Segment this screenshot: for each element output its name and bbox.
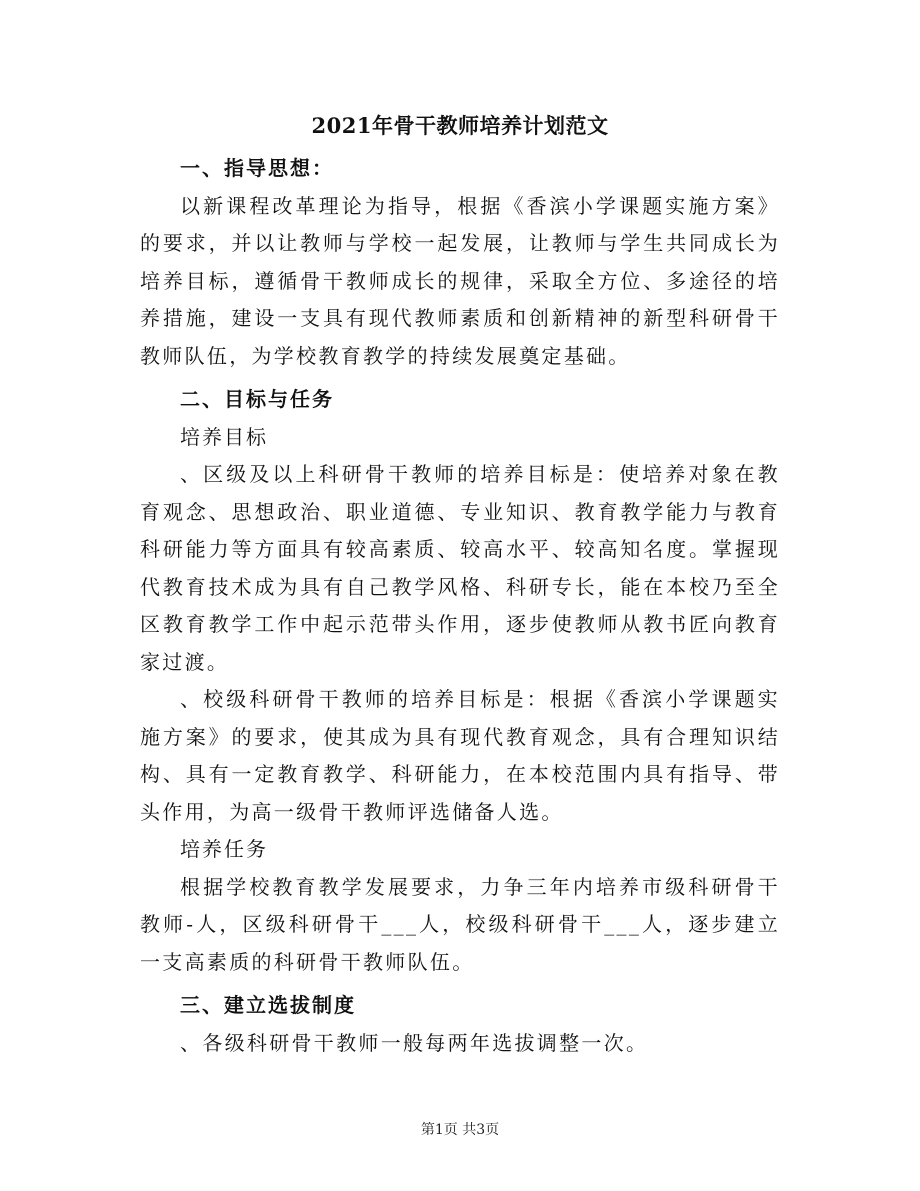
document-body (140, 150, 780, 1062)
subheading-training-goals: 培养目标 (180, 424, 268, 449)
paragraph-training-tasks: 根据学校教育教学发展要求，力争三年内培养市级科研骨干教师-人，区级科研骨干___人，校级科研骨干___人，逐步建立一支高素质的科研骨干教师队伍。 (140, 874, 780, 974)
paragraph-guiding-thought: 以新课程改革理论为指导，根据《香滨小学课题实施方案》的要求，并以让教师与学校一起发展，让教师与学生共同成长为培养目标，遵循骨干教师成长的规律，采取全方位、多途径的培养措施，建设一支具有现代教师素质和创新精神的新型科研骨干教师队伍，为学校教育教学的持续发展奠定基础。 (140, 193, 780, 368)
section-heading-goals-tasks: 二、目标与任务 (180, 387, 334, 411)
page-footer: 第1页 共3页 (420, 1122, 500, 1138)
document-title: 2021年骨干教师培养计划范文 (311, 113, 609, 138)
section-heading-guiding-thought: 一、指导思想： (180, 156, 334, 180)
paragraph-selection-frequency: 、各级科研骨干教师一般每两年选拔调整一次。 (180, 1030, 649, 1055)
section-heading-selection-system: 三、建立选拔制度 (180, 993, 356, 1017)
subheading-training-tasks: 培养任务 (180, 837, 268, 861)
paragraph-district-goals: 、区级及以上科研骨干教师的培养目标是：使培养对象在教育观念、思想政治、职业道德、专业知识、教育教学能力与教育科研能力等方面具有较高素质、较高水平、较高知名度。掌握现代教育技术成为具有自己教学风格、科研专长，能在本校乃至全区教育教学工作中起示范带头作用，逐步使教师从教书匠向教育家过渡。 (140, 462, 780, 674)
paragraph-school-goals: 、校级科研骨干教师的培养目标是：根据《香滨小学课题实施方案》的要求，使其成为具有现代教育观念，具有合理知识结构、具有一定教育教学、科研能力，在本校范围内具有指导、带头作用，为高一级骨干教师评选储备人选。 (140, 687, 780, 824)
